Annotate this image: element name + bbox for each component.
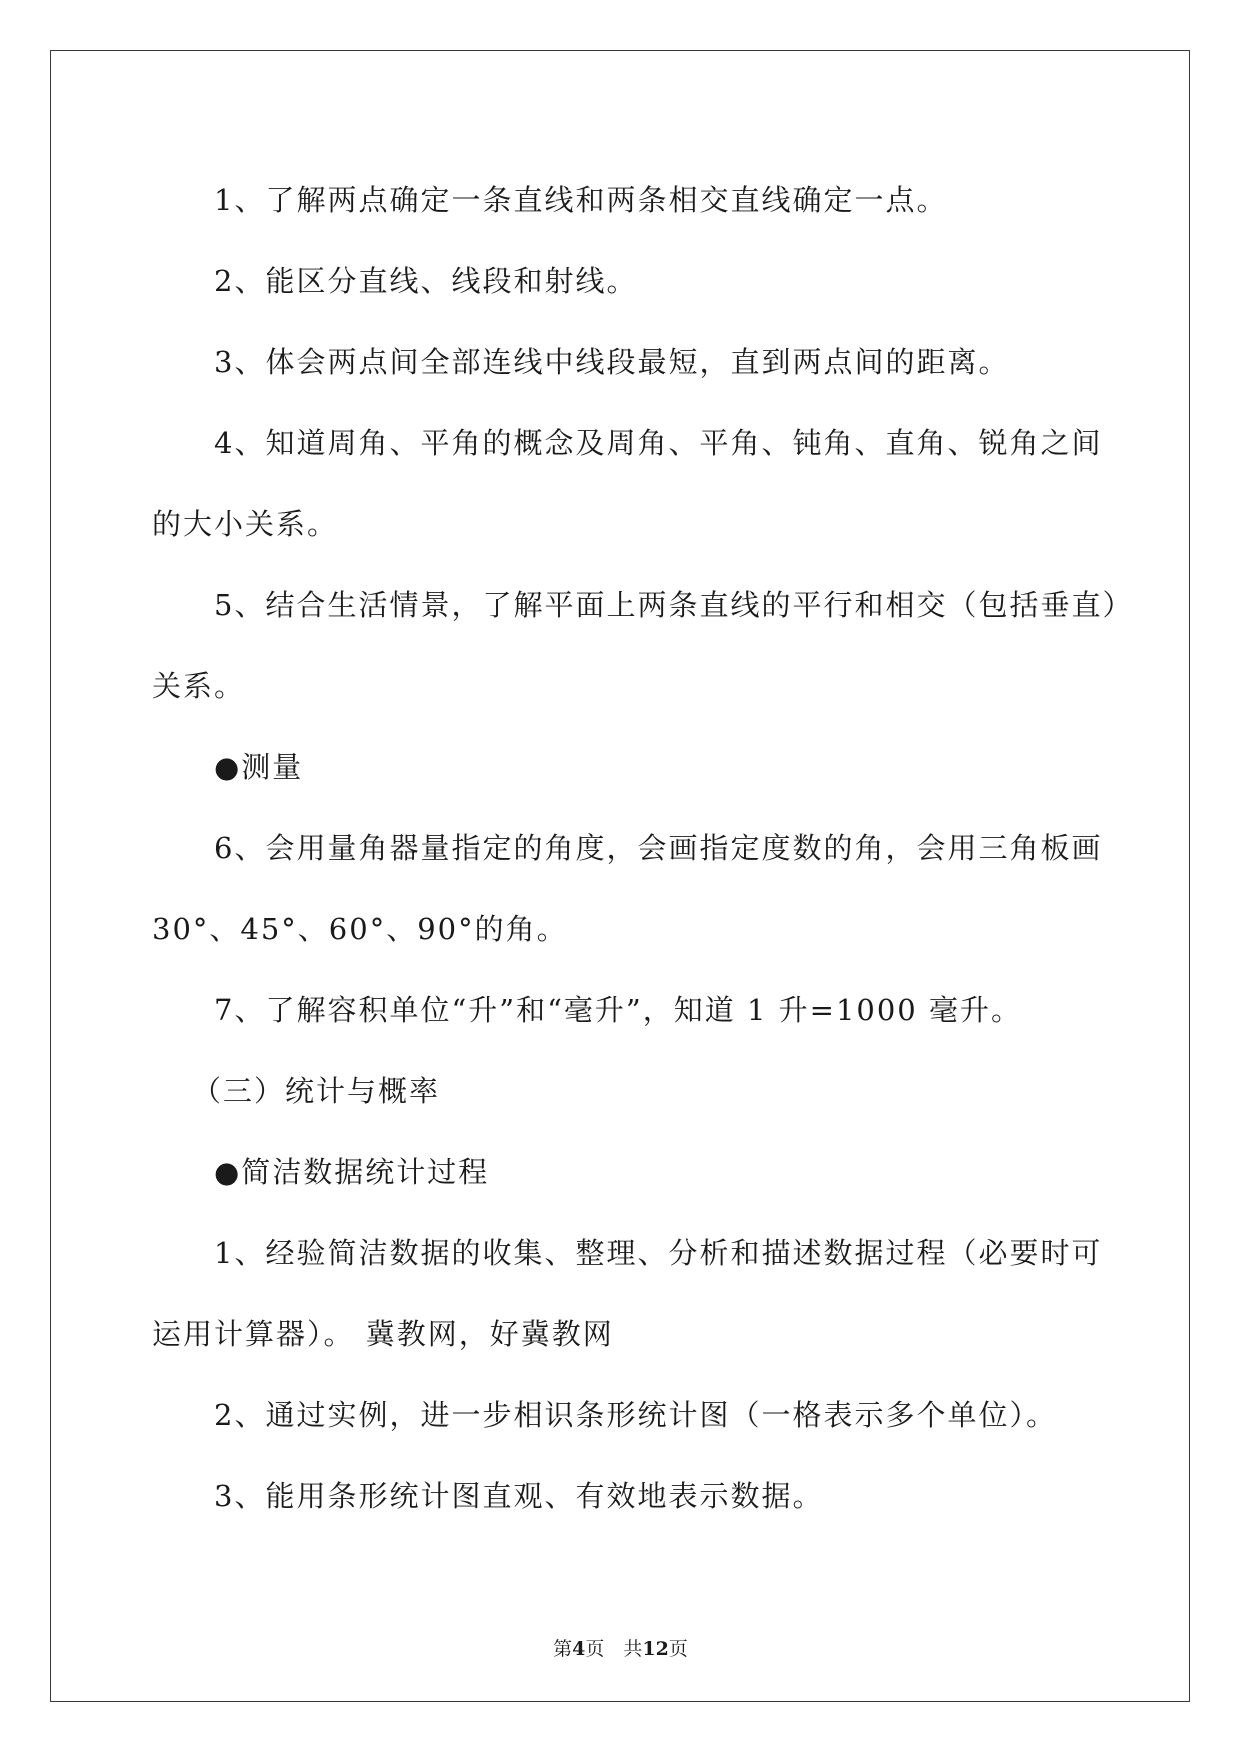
paragraph-3: 3、体会两点间全部连线中线段最短，直到两点间的距离。	[214, 345, 1010, 379]
paragraph-4-continued: 的大小关系。	[152, 507, 339, 541]
section-bullet-measurement: ●测量	[214, 750, 304, 784]
footer-mid: 页 共	[585, 1638, 643, 1660]
stats-paragraph-3: 3、能用条形统计图直观、有效地表示数据。	[214, 1479, 824, 1513]
document-body	[152, 160, 1134, 1537]
paragraph-5: 5、结合生活情景，了解平面上两条直线的平行和相交（包括垂直）	[214, 588, 1134, 622]
paragraph-1: 1、了解两点确定一条直线和两条相交直线确定一点。	[214, 183, 948, 217]
paragraph-2: 2、能区分直线、线段和射线。	[214, 264, 638, 298]
paragraph-6-continued: 30°、45°、60°、90°的角。	[152, 912, 568, 946]
page-footer	[0, 1634, 1241, 1661]
paragraph-7: 7、了解容积单位“升”和“毫升”，知道 1 升=1000 毫升。	[214, 993, 1022, 1027]
paragraph-4: 4、知道周角、平角的概念及周角、平角、钝角、直角、锐角之间	[214, 426, 1103, 460]
section-heading-statistics: （三）统计与概率	[192, 1074, 441, 1108]
footer-page-number: 4	[572, 1638, 586, 1660]
paragraph-6: 6、会用量角器量指定的角度，会画指定度数的角，会用三角板画	[214, 831, 1103, 865]
footer-suffix: 页	[668, 1638, 688, 1660]
paragraph-5-continued: 关系。	[152, 669, 246, 703]
stats-paragraph-1: 1、经验简洁数据的收集、整理、分析和描述数据过程（必要时可	[214, 1236, 1103, 1270]
section-bullet-data-process: ●简洁数据统计过程	[214, 1155, 490, 1189]
stats-paragraph-1-continued: 运用计算器）。 冀教网，好冀教网	[152, 1317, 614, 1351]
footer-prefix: 第	[553, 1638, 573, 1660]
stats-paragraph-2: 2、通过实例，进一步相识条形统计图（一格表示多个单位）。	[214, 1398, 1057, 1432]
footer-total-pages: 12	[642, 1638, 669, 1660]
